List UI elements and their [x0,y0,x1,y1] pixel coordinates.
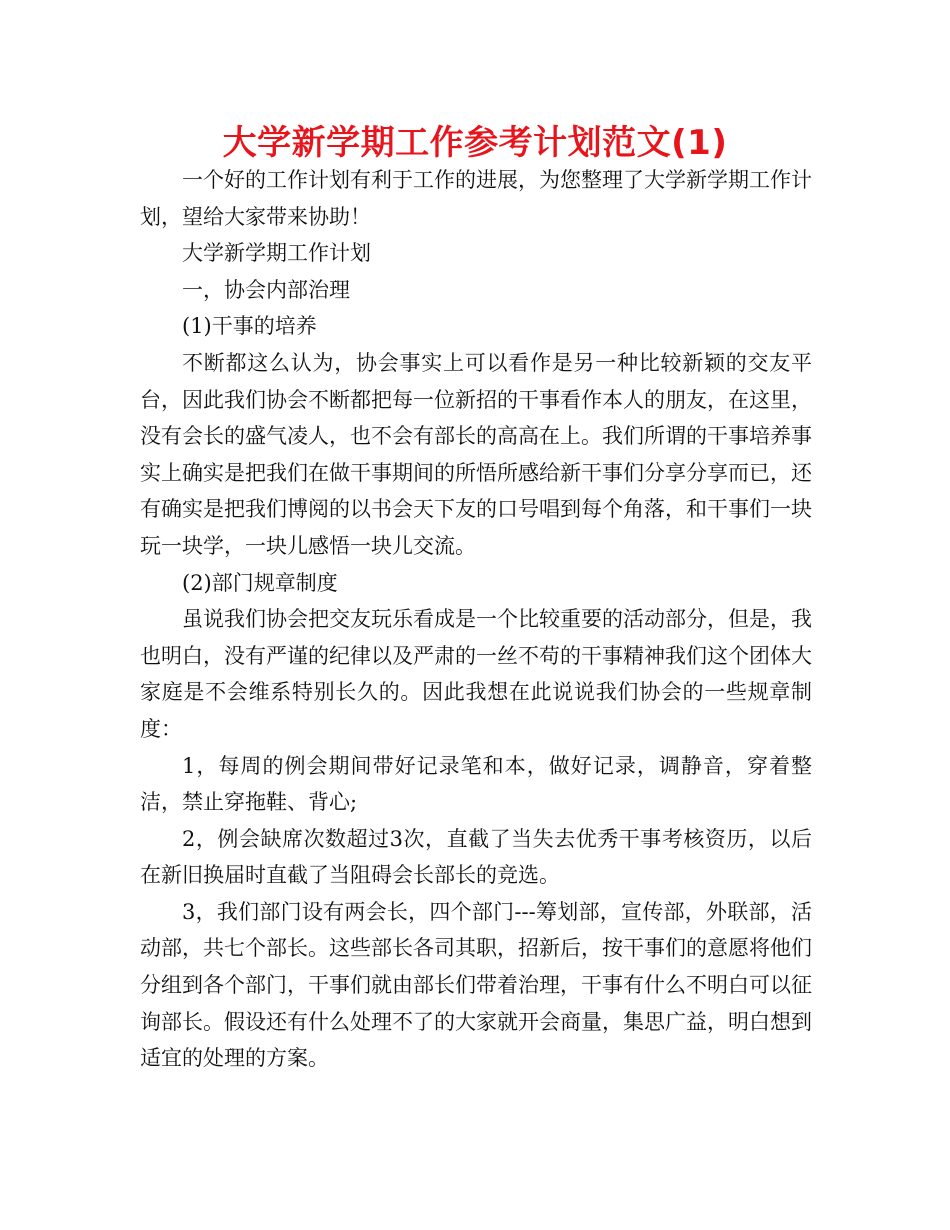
section-heading: 一，协会内部治理 [182,277,350,302]
paragraph-intro: 一个好的工作计划有利于工作的进展，为您整理了大学新学期工作计划，望给大家带来协助！ [140,168,812,229]
subsection-heading: (2)部门规章制度 [182,570,338,595]
document-body [140,162,812,1077]
paragraph: 虽说我们协会把交友玩乐看成是一个比较重要的活动部分，但是，我也明白，没有严谨的纪律以及严肃的一丝不苟的干事精神我们这个团体大家庭是不会维系特别长久的。因此我想在此说说我们协会的一些规章制度： [140,607,812,741]
list-item: 3，我们部门设有两会长，四个部门---筹划部，宣传部，外联部，活动部，共七个部长。这些部长各司其职，招新后，按干事们的意愿将他们分组到各个部门，干事们就由部长们带着治理，干事有什么不明白可以征询部长。假设还有什么处理不了的大家就开会商量，集思广益，明白想到适宜的处理的方案。 [140,899,812,1071]
subsection-heading: (1)干事的培养 [182,314,317,339]
paragraph-heading: 大学新学期工作计划 [182,241,371,266]
list-item: 1，每周的例会期间带好记录笔和本，做好记录，调静音，穿着整洁，禁止穿拖鞋、背心; [140,753,812,815]
paragraph: 不断都这么认为，协会事实上可以看作是另一种比较新颖的交友平台，因此我们协会不断都把每一位新招的干事看作本人的朋友，在这里，没有会长的盛气凌人，也不会有部长的高高在上。我们所谓的干事培养事实上确实是把我们在做干事期间的所悟所感给新干事们分享分享而已，还有确实是把我们博阅的以书会天下友的口号唱到每个角落，和干事们一块玩一块学，一块儿感悟一块儿交流。 [140,350,812,558]
list-item: 2，例会缺席次数超过3次，直截了当失去优秀干事考核资历，以后在新旧换届时直截了当阻碍会长部长的竞选。 [140,826,812,888]
document-title: 大学新学期工作参考计划范文(1) [222,123,728,163]
